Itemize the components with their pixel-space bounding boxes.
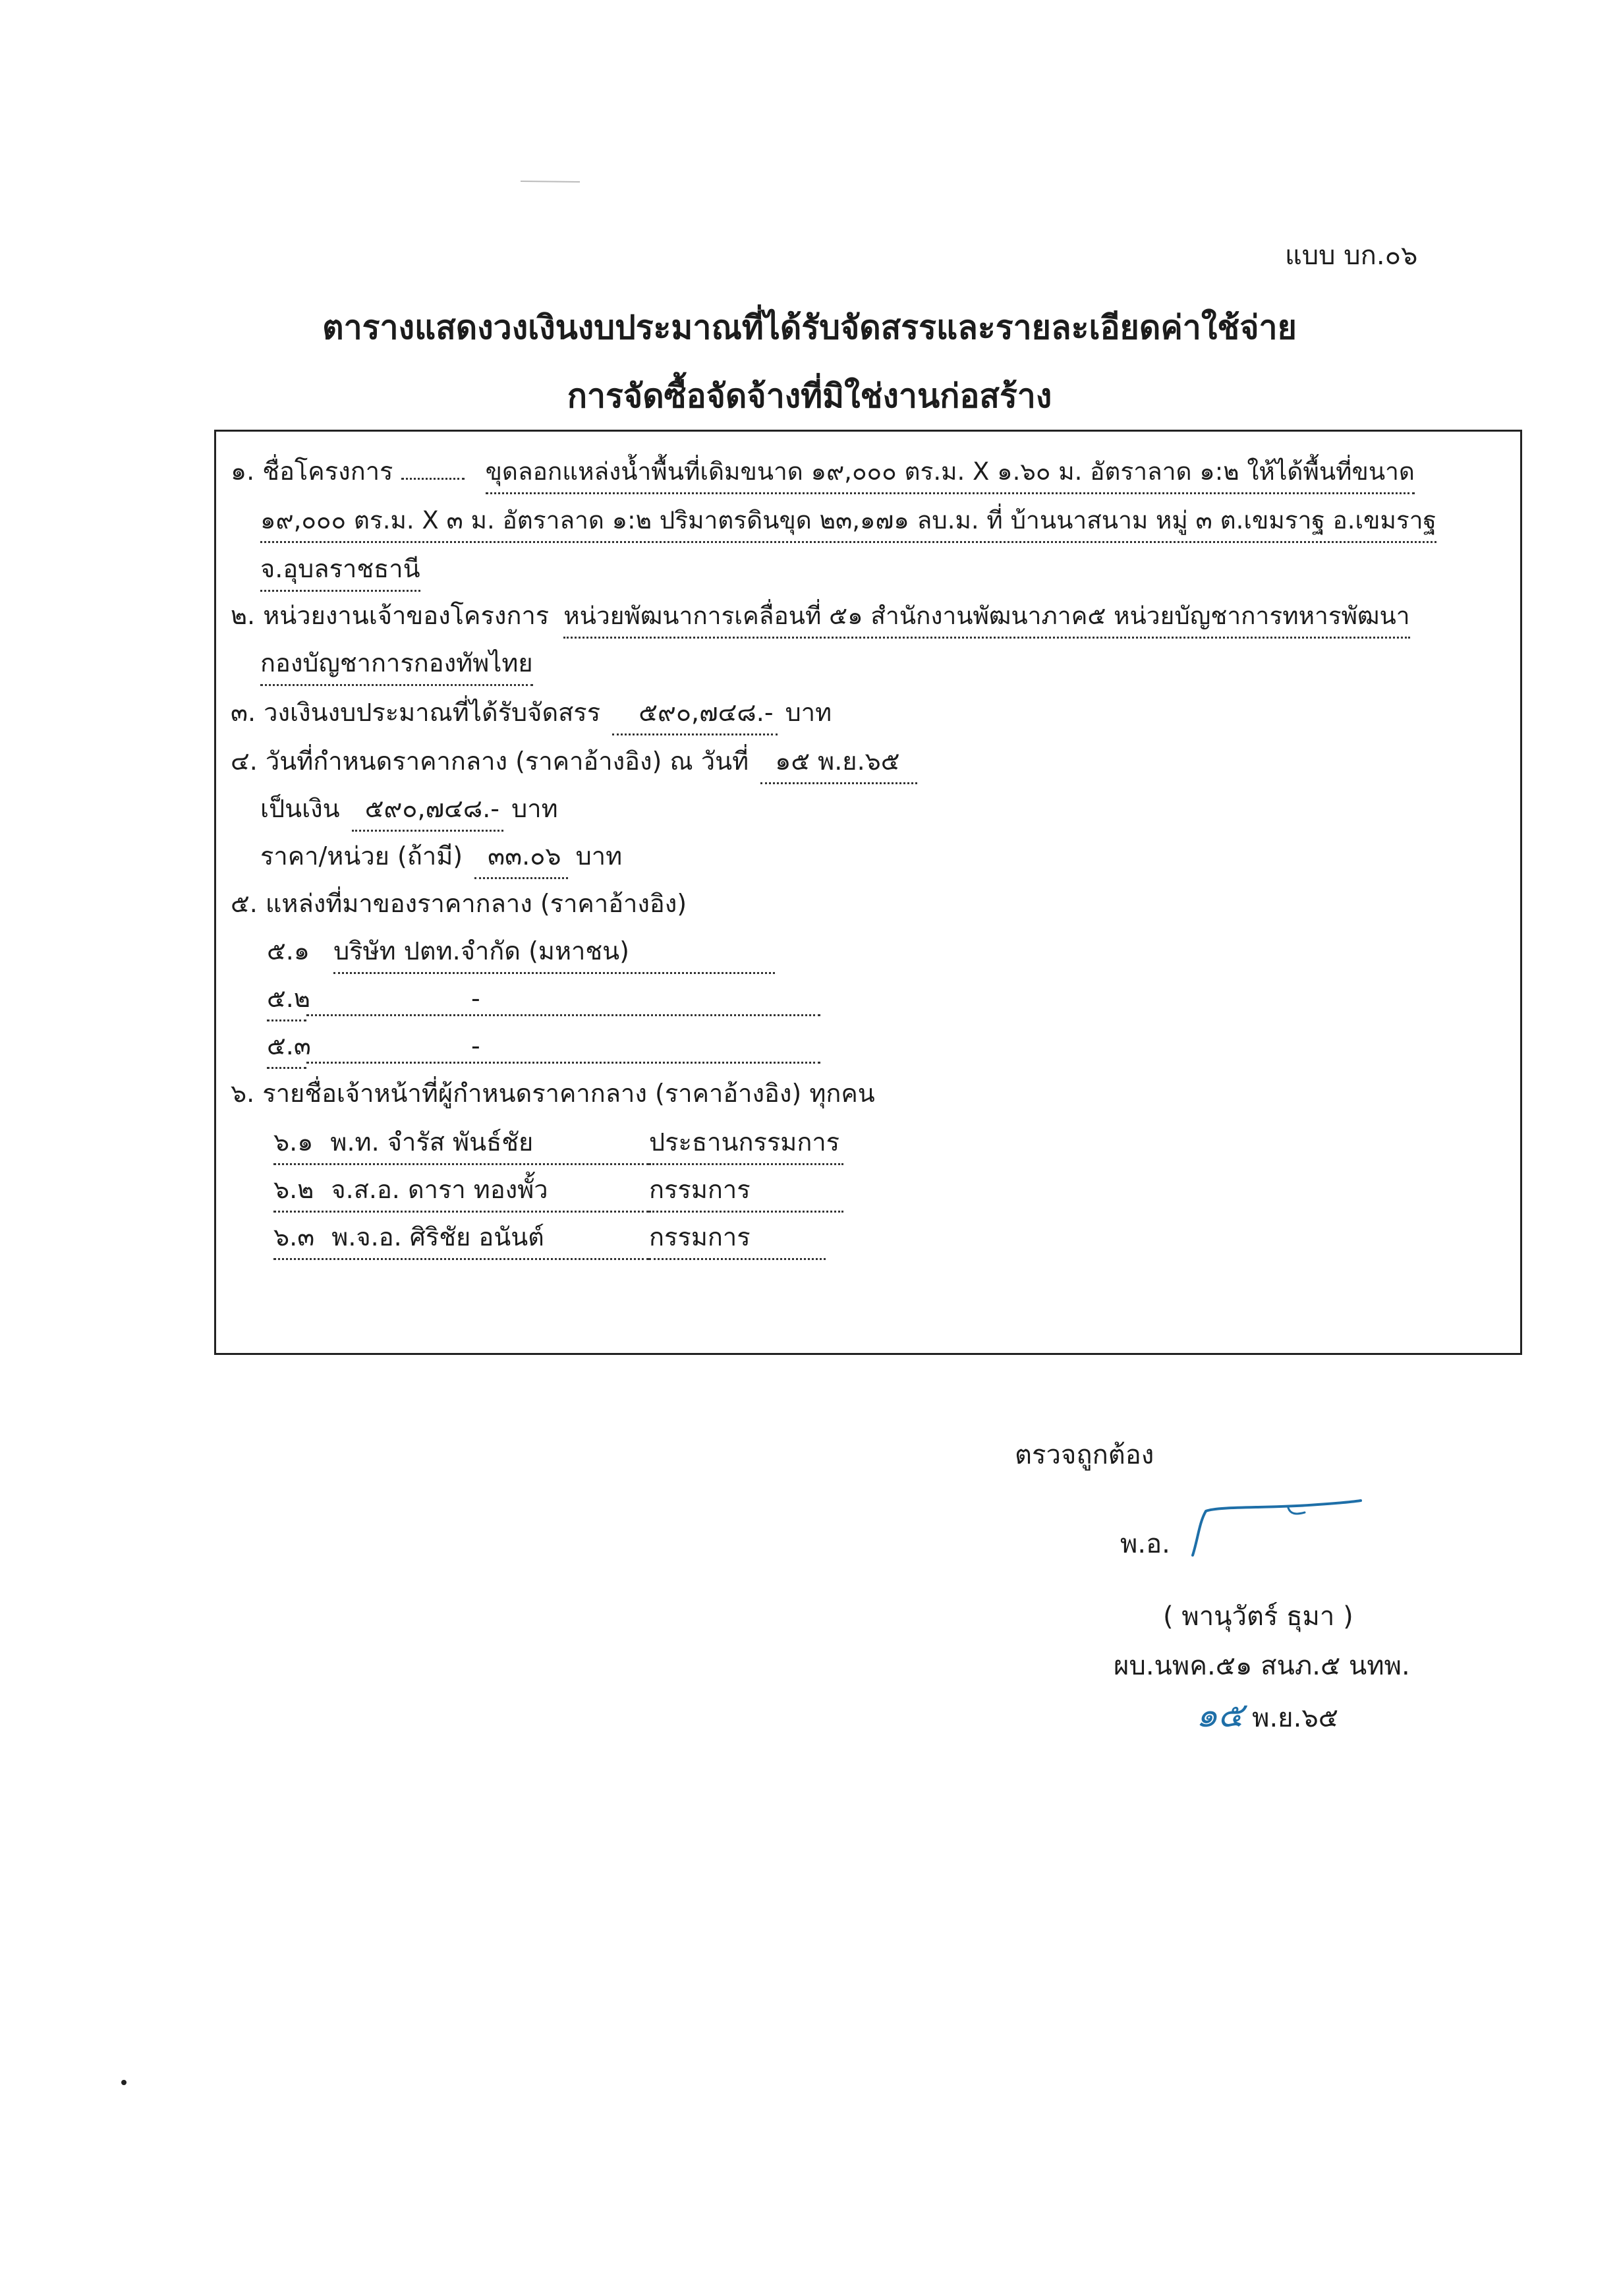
member-number: ๖.๑ [273,1128,314,1157]
item4-unit-price-unit: บาท [575,842,623,871]
member-number-name [273,1122,649,1165]
item2-row [231,595,1410,639]
source-value: - [306,984,820,1016]
handwritten-date: ๑๕ [1196,1696,1244,1735]
member-name: พ.ท. จำรัส พันธ์ชัย [330,1128,534,1157]
item2-value-line2: กองบัญชาการกองทัพไทย [260,643,533,686]
form-code: แบบ บก.๐๖ [1285,241,1418,271]
item6-label: ๖. รายชื่อเจ้าหน้าที่ผู้กำหนดราคากลาง (ราคาอ้างอิง) ทุกคน [231,1079,875,1108]
document-title-line2: การจัดซื้อจัดจ้างที่มิใช่งานก่อสร้าง [567,377,1052,415]
item5-label: ๕. แหล่งที่มาของราคากลาง (ราคาอ้างอิง) [231,889,687,918]
document-title-line1: ตารางแสดงวงเงินงบประมาณที่ได้รับจัดสรรและรายละเอียดค่าใช้จ่าย [322,308,1297,347]
item4-unit-price: ๓๓.๐๖ [474,836,567,879]
member-row [273,1122,843,1165]
item3-label: ๓. วงเงินงบประมาณที่ได้รับจัดสรร [231,698,601,727]
item1-row2 [260,501,1436,543]
member-number-name [273,1217,649,1260]
printed-date: พ.ย.๖๕ [1252,1703,1338,1733]
source-number: ๕.๑ [267,936,310,965]
source-number: ๕.๒ [267,978,306,1021]
source-row [267,1025,820,1069]
member-number-name [273,1169,649,1213]
item4-amount-unit: บาท [511,794,558,823]
item5-row [231,883,687,923]
item6-row [231,1073,875,1113]
rank-label: พ.อ. [1120,1529,1170,1559]
item4-unit-price-label: ราคา/หน่วย (ถ้ามี) [260,842,463,871]
item4-amount-label: เป็นเงิน [260,794,340,823]
signing-date [1196,1687,1338,1742]
member-role: กรรมการ [649,1217,826,1260]
item1-value-line2: ๑๙,๐๐๐ ตร.ม. X ๓ ม. อัตราลาด ๑:๒ ปริมาตรดินขุด ๒๓,๑๗๑ ลบ.ม. ที่ บ้านนาสนาม หมู่ ๓ ต.เขมราฐ อ.เขมราฐ [260,501,1436,543]
source-value: บริษัท ปตท.จำกัด (มหาชน) [333,931,775,974]
item2-value-line1: หน่วยพัฒนาการเคลื่อนที่ ๕๑ สำนักงานพัฒนาภาค๕ หน่วยบัญชาการทหารพัฒนา [563,596,1409,639]
member-role: ประธานกรรมการ [649,1122,843,1165]
item1-value-line3: จ.อุบลราชธานี [260,548,420,592]
item4-date: ๑๕ พ.ย.๖๕ [760,741,917,784]
member-number: ๖.๓ [273,1222,315,1251]
stray-mark [121,2080,127,2085]
source-row [267,931,775,974]
item1-row3 [260,548,420,592]
item1-row [231,451,1415,494]
item1-leader-dots [401,478,465,480]
signer-position: ผบ.นพค.๕๑ สนภ.๕ นทพ. [1114,1651,1410,1681]
item4-label: ๔. วันที่กำหนดราคากลาง (ราคาอ้างอิง) ณ วันที่ [231,747,749,776]
source-row [267,978,820,1021]
member-name: จ.ส.อ. ดารา ทองพั้ว [331,1175,548,1204]
member-row [273,1217,826,1260]
item1-value-line1: ขุดลอกแหล่งน้ำพื้นที่เดิมขนาด ๑๙,๐๐๐ ตร.ม. X ๑.๖๐ ม. อัตราลาด ๑:๒ ให้ได้พื้นที่ขนาด [486,452,1415,494]
item4-amount-row [260,788,558,832]
item4-amount: ๕๙๐,๗๔๘.- [352,788,503,832]
signer-name: ( พานุวัตร์ ธุมา ) [1163,1601,1353,1632]
item1-label: ๑. ชื่อโครงการ [231,457,393,486]
item4-unit-price-row [260,836,622,879]
scan-smudge [521,179,580,183]
member-row [273,1169,843,1213]
item3-value: ๕๙๐,๗๔๘.- [612,692,777,735]
source-number: ๕.๓ [267,1025,306,1069]
source-value: - [306,1031,820,1064]
member-number: ๖.๒ [273,1175,314,1204]
item3-row [231,692,832,735]
item2-row2 [260,643,533,686]
item3-unit: บาท [785,698,832,727]
member-role: กรรมการ [649,1169,843,1213]
member-name: พ.จ.อ. ศิริชัย อนันต์ [331,1222,544,1251]
verified-label: ตรวจถูกต้อง [1015,1440,1154,1470]
item4-row [231,741,917,784]
item2-label: ๒. หน่วยงานเจ้าของโครงการ [231,601,550,630]
signature-image [1179,1486,1364,1559]
